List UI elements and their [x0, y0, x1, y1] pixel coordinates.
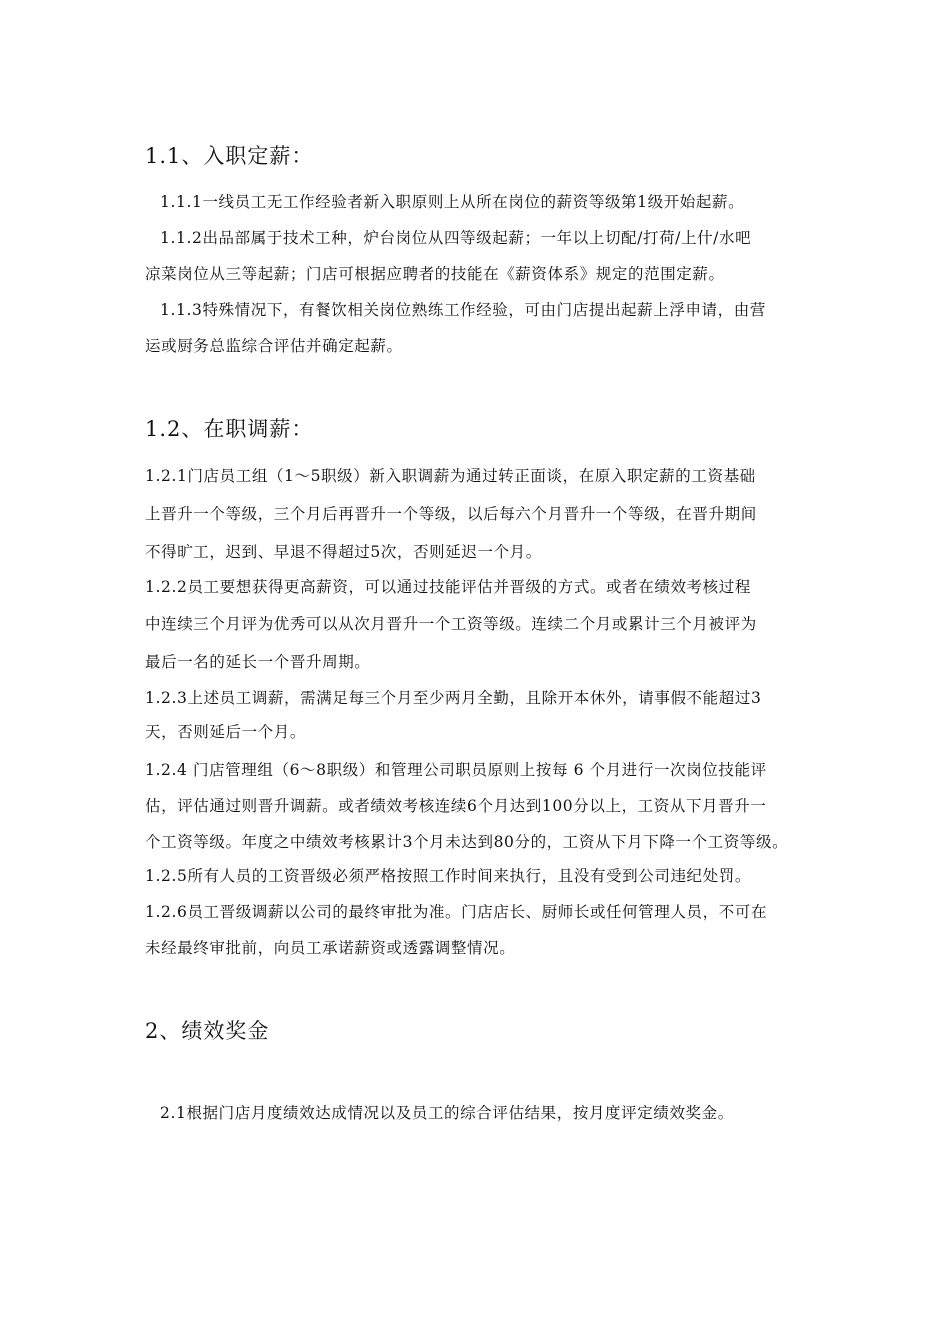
paragraph-line: 1.2.3上述员工调薪，需满足每三个月至少两月全勤，且除开本休外，请事假不能超过3: [145, 689, 762, 707]
paragraph-line: 1.2.5所有人员的工资晋级必须严格按照工作时间来执行，且没有受到公司违纪处罚。: [145, 867, 751, 885]
section-heading-1-1: 1.1、入职定薪：: [145, 144, 314, 168]
paragraph-line: 1.2.4 门店管理组（6～8职级）和管理公司职员原则上按每 6 个月进行一次岗位技能评: [145, 761, 767, 779]
paragraph-line: 1.1.1一线员工无工作经验者新入职原则上从所在岗位的薪资等级第1级开始起薪。: [160, 193, 745, 211]
paragraph-line: 中连续三个月评为优秀可以从次月晋升一个工资等级。连续二个月或累计三个月被评为: [145, 615, 757, 633]
paragraph-line: 凉菜岗位从三等起薪；门店可根据应聘者的技能在《薪资体系》规定的范围定薪。: [145, 265, 725, 283]
paragraph-line: 1.2.1门店员工组（1～5职级）新入职调薪为通过转正面谈，在原入职定薪的工资基础: [145, 467, 756, 485]
paragraph-line: 1.2.6员工晋级调薪以公司的最终审批为准。门店店长、厨师长或任何管理人员，不可在: [145, 903, 768, 921]
paragraph-line: 1.2.2员工要想获得更高薪资，可以通过技能评估并晋级的方式。或者在绩效考核过程: [145, 578, 751, 596]
section-heading-1-2: 1.2、在职调薪：: [145, 417, 314, 441]
section-heading-2: 2、绩效奖金: [145, 1019, 270, 1043]
paragraph-line: 2.1根据门店月度绩效达成情况以及员工的综合评估结果，按月度评定绩效奖金。: [160, 1104, 734, 1122]
paragraph-line: 天，否则延后一个月。: [145, 723, 307, 741]
paragraph-line: 最后一名的延长一个晋升周期。: [145, 653, 371, 671]
paragraph-line: 运或厨务总监综合评估并确定起薪。: [145, 337, 403, 355]
paragraph-line: 估，评估通过则晋升调薪。或者绩效考核连续6个月达到100分以上，工资从下月晋升一: [145, 797, 767, 815]
paragraph-line: 1.1.3特殊情况下，有餐饮相关岗位熟练工作经验，可由门店提出起薪上浮申请，由营: [160, 301, 766, 319]
paragraph-line: 1.1.2出品部属于技术工种，炉台岗位从四等级起薪；一年以上切配/打荷/上什/水吧: [160, 229, 752, 247]
paragraph-line: 未经最终审批前，向员工承诺薪资或透露调整情况。: [145, 939, 516, 957]
paragraph-line: 个工资等级。年度之中绩效考核累计3个月未达到80分的，工资从下月下降一个工资等级。: [145, 833, 789, 851]
paragraph-line: 上晋升一个等级，三个月后再晋升一个等级，以后每六个月晋升一个等级，在晋升期间: [145, 505, 757, 523]
paragraph-line: 不得旷工，迟到、早退不得超过5次，否则延迟一个月。: [145, 543, 542, 561]
